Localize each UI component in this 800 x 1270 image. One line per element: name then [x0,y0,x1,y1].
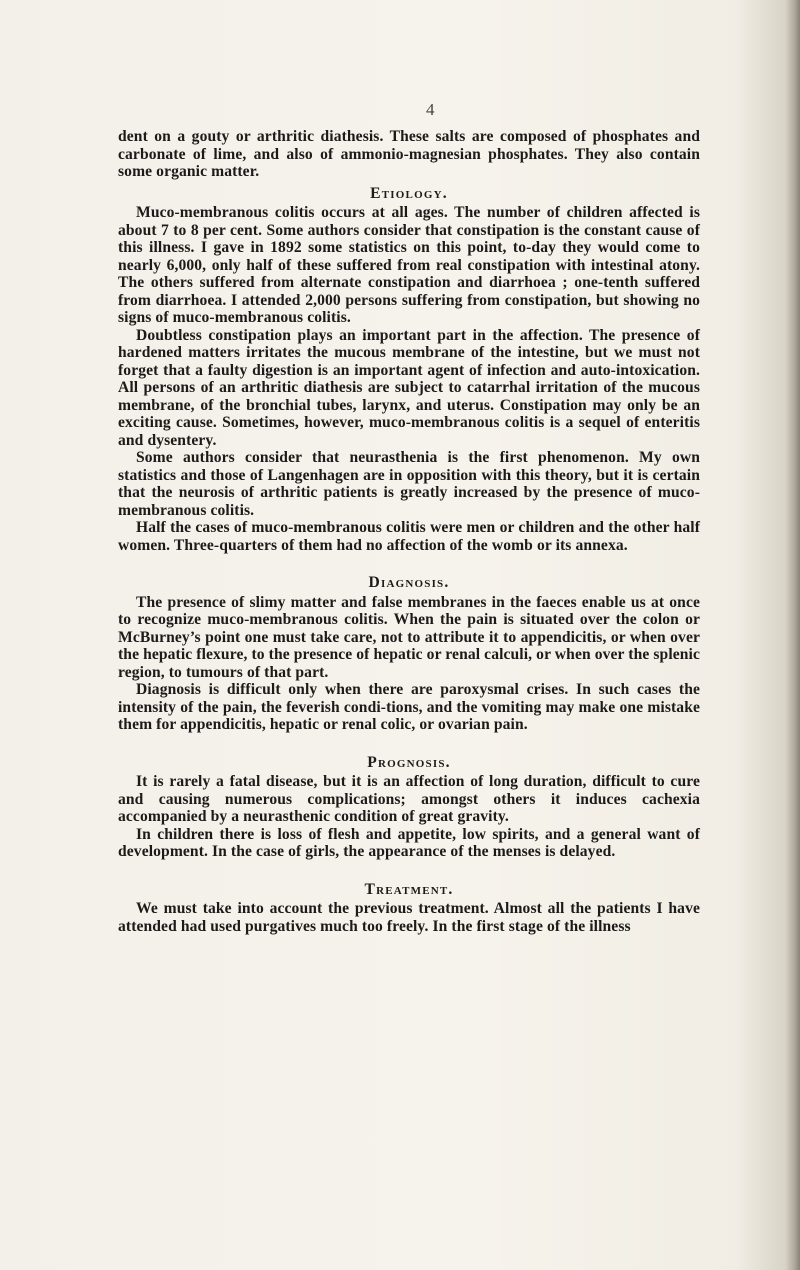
body-text [118,128,700,935]
prognosis-paragraph-1: It is rarely a fatal disease, but it is an affection of long duration, difficult to cure and causing numerous complications; amongst others it induces cachexia accompanied by a neurasthenic condition of great gravity. [118,773,700,825]
diagnosis-paragraph-1: The presence of slimy matter and false membranes in the faeces enable us at once to recognize muco-membranous colitis. When the pain is situated over the colon or McBurney’s point one must take care, not to attribute it to appendicitis, or when over the hepatic flexure, to the presence of hepatic or renal calculi, or when over the splenic region, to tumours of that part. [118,593,700,681]
intro-paragraph: dent on a gouty or arthritic diathesis. These salts are composed of phosphates and carbonate of lime, and also of ammonio-magnesian phosphates. They also contain some organic matter. [118,128,700,180]
diagnosis-paragraph-2: Diagnosis is difficult only when there are paroxysmal crises. In such cases the intensity of the pain, the feverish condi-tions, and the vomiting may make one mistake them for appendicitis, hepatic or renal colic, or ovarian pain. [118,681,700,733]
prognosis-heading: Prognosis. [367,753,451,771]
page-number: 4 [426,100,435,119]
prognosis-paragraph-2: In children there is loss of flesh and appetite, low spirits, and a general want of development. In the case of girls, the appearance of the menses is delayed. [118,825,700,860]
treatment-paragraph-1: We must take into account the previous treatment. Almost all the patients I have attended had used purgatives much too freely. In the first stage of the illness [118,900,700,935]
etiology-paragraph-4: Half the cases of muco-membranous colitis were men or children and the other half women. Three-quarters of them had no affection of the womb or its annexa. [118,519,700,554]
page-edge-shadow [786,0,800,1270]
etiology-paragraph-1: Muco-membranous colitis occurs at all ages. The number of children affected is about 7 to 8 per cent. Some authors consider that constipation is the constant cause of this illness. I gave in 1892 some statistics on this point, to-day they would come to nearly 6,000, only half of these suffered from real constipation with intestinal atony. The others suffered from alternate constipation and diarrhoea ; one-tenth suffered from diarrhoea. I attended 2,000 persons suffering from constipation, but showing no signs of muco-membranous colitis. [118,204,700,326]
etiology-paragraph-2: Doubtless constipation plays an important part in the affection. The presence of hardened matters irritates the mucous membrane of the intestine, but we must not forget that a faulty digestion is an important agent of infection and auto-intoxication. All persons of an arthritic diathesis are subject to catarrhal irritation of the mucous membrane, of the bronchial tubes, larynx, and uterus. Constipation may only be an exciting cause. Sometimes, however, muco-membranous colitis is a sequel of enteritis and dysentery. [118,326,700,449]
etiology-heading: Etiology. [370,184,448,202]
diagnosis-heading: Diagnosis. [368,574,450,591]
treatment-heading: Treatment. [364,880,454,898]
etiology-paragraph-3: Some authors consider that neurasthenia is the first phenomenon. My own statistics and those of Langenhagen are in opposition with this theory, but it is certain that the neurosis of arthritic patients is greatly increased by the presence of muco-membranous colitis. [118,449,700,519]
